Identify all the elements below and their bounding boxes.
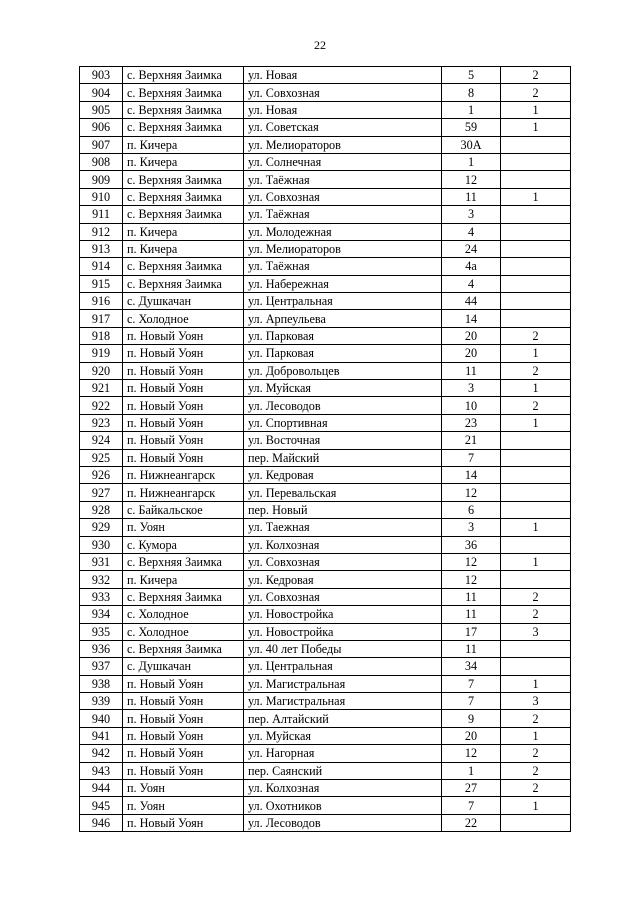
row-number: 933 — [80, 588, 123, 605]
row-number: 909 — [80, 171, 123, 188]
table-row — [80, 171, 571, 188]
street: ул. Лесоводов — [244, 397, 442, 414]
row-number: 940 — [80, 710, 123, 727]
settlement: с. Верхняя Заимка — [123, 588, 244, 605]
settlement: п. Новый Уоян — [123, 380, 244, 397]
settlement: с. Кумора — [123, 536, 244, 553]
apartment-number — [501, 814, 571, 831]
settlement: п. Новый Уоян — [123, 710, 244, 727]
apartment-number — [501, 206, 571, 223]
table-row — [80, 310, 571, 327]
settlement: п. Новый Уоян — [123, 449, 244, 466]
house-number: 12 — [442, 553, 501, 570]
street: ул. Солнечная — [244, 153, 442, 170]
house-number: 11 — [442, 362, 501, 379]
apartment-number: 2 — [501, 780, 571, 797]
settlement: п. Кичера — [123, 136, 244, 153]
apartment-number — [501, 171, 571, 188]
settlement: п. Новый Уоян — [123, 327, 244, 344]
house-number: 5 — [442, 67, 501, 84]
settlement: п. Уоян — [123, 519, 244, 536]
apartment-number: 1 — [501, 727, 571, 744]
row-number: 929 — [80, 519, 123, 536]
apartment-number: 1 — [501, 380, 571, 397]
street: ул. Муйская — [244, 380, 442, 397]
street: ул. Парковая — [244, 345, 442, 362]
table-row — [80, 206, 571, 223]
street: пер. Саянский — [244, 762, 442, 779]
settlement: п. Новый Уоян — [123, 345, 244, 362]
street: ул. Совхозная — [244, 84, 442, 101]
table-row — [80, 606, 571, 623]
settlement: с. Верхняя Заимка — [123, 640, 244, 657]
settlement: п. Новый Уоян — [123, 414, 244, 431]
apartment-number — [501, 293, 571, 310]
row-number: 932 — [80, 571, 123, 588]
street: ул. Спортивная — [244, 414, 442, 431]
address-table — [79, 66, 571, 832]
house-number: 23 — [442, 414, 501, 431]
settlement: с. Верхняя Заимка — [123, 119, 244, 136]
settlement: п. Кичера — [123, 223, 244, 240]
settlement: с. Верхняя Заимка — [123, 84, 244, 101]
settlement: п. Новый Уоян — [123, 727, 244, 744]
apartment-number: 1 — [501, 797, 571, 814]
house-number: 1 — [442, 762, 501, 779]
street: ул. Лесоводов — [244, 814, 442, 831]
table-row — [80, 501, 571, 518]
apartment-number — [501, 658, 571, 675]
apartment-number — [501, 240, 571, 257]
page-number: 22 — [314, 38, 326, 52]
street: пер. Майский — [244, 449, 442, 466]
house-number: 20 — [442, 727, 501, 744]
apartment-number: 2 — [501, 67, 571, 84]
house-number: 12 — [442, 171, 501, 188]
row-number: 923 — [80, 414, 123, 431]
apartment-number: 2 — [501, 362, 571, 379]
street: ул. Новая — [244, 67, 442, 84]
street: ул. Новостройка — [244, 623, 442, 640]
row-number: 919 — [80, 345, 123, 362]
street: ул. Охотников — [244, 797, 442, 814]
apartment-number — [501, 484, 571, 501]
settlement: с. Холодное — [123, 606, 244, 623]
table-row — [80, 762, 571, 779]
house-number: 24 — [442, 240, 501, 257]
settlement: п. Нижнеангарск — [123, 466, 244, 483]
row-number: 921 — [80, 380, 123, 397]
street: ул. Кедровая — [244, 466, 442, 483]
table-row — [80, 153, 571, 170]
house-number: 12 — [442, 571, 501, 588]
apartment-number — [501, 223, 571, 240]
house-number: 10 — [442, 397, 501, 414]
table-row — [80, 710, 571, 727]
house-number: 12 — [442, 484, 501, 501]
apartment-number: 1 — [501, 345, 571, 362]
row-number: 935 — [80, 623, 123, 640]
street: ул. 40 лет Победы — [244, 640, 442, 657]
apartment-number: 2 — [501, 745, 571, 762]
street: ул. Новостройка — [244, 606, 442, 623]
row-number: 904 — [80, 84, 123, 101]
table-row — [80, 397, 571, 414]
row-number: 915 — [80, 275, 123, 292]
row-number: 943 — [80, 762, 123, 779]
row-number: 913 — [80, 240, 123, 257]
street: ул. Таежная — [244, 519, 442, 536]
table-row — [80, 623, 571, 640]
row-number: 942 — [80, 745, 123, 762]
row-number: 924 — [80, 432, 123, 449]
settlement: с. Верхняя Заимка — [123, 553, 244, 570]
street: ул. Арпеульева — [244, 310, 442, 327]
row-number: 936 — [80, 640, 123, 657]
row-number: 926 — [80, 466, 123, 483]
house-number: 21 — [442, 432, 501, 449]
row-number: 917 — [80, 310, 123, 327]
settlement: п. Новый Уоян — [123, 397, 244, 414]
apartment-number — [501, 310, 571, 327]
house-number: 34 — [442, 658, 501, 675]
street: ул. Восточная — [244, 432, 442, 449]
house-number: 7 — [442, 449, 501, 466]
settlement: п. Новый Уоян — [123, 814, 244, 831]
street: ул. Муйская — [244, 727, 442, 744]
house-number: 12 — [442, 745, 501, 762]
row-number: 931 — [80, 553, 123, 570]
apartment-number: 1 — [501, 553, 571, 570]
table-row — [80, 519, 571, 536]
table-row — [80, 136, 571, 153]
table-row — [80, 449, 571, 466]
street: ул. Мелиораторов — [244, 136, 442, 153]
table-row — [80, 571, 571, 588]
row-number: 903 — [80, 67, 123, 84]
table-row — [80, 797, 571, 814]
apartment-number: 2 — [501, 710, 571, 727]
house-number: 4 — [442, 223, 501, 240]
apartment-number: 1 — [501, 119, 571, 136]
house-number: 8 — [442, 84, 501, 101]
table-row — [80, 536, 571, 553]
row-number: 930 — [80, 536, 123, 553]
row-number: 906 — [80, 119, 123, 136]
apartment-number — [501, 449, 571, 466]
street: ул. Молодежная — [244, 223, 442, 240]
house-number: 22 — [442, 814, 501, 831]
table-row — [80, 293, 571, 310]
table-row — [80, 188, 571, 205]
house-number: 44 — [442, 293, 501, 310]
house-number: 30А — [442, 136, 501, 153]
apartment-number: 1 — [501, 519, 571, 536]
apartment-number: 2 — [501, 397, 571, 414]
table-row — [80, 275, 571, 292]
row-number: 938 — [80, 675, 123, 692]
settlement: п. Новый Уоян — [123, 762, 244, 779]
row-number: 911 — [80, 206, 123, 223]
table-row — [80, 240, 571, 257]
house-number: 11 — [442, 188, 501, 205]
house-number: 7 — [442, 675, 501, 692]
table-row — [80, 745, 571, 762]
street: пер. Новый — [244, 501, 442, 518]
apartment-number: 1 — [501, 188, 571, 205]
house-number: 6 — [442, 501, 501, 518]
row-number: 916 — [80, 293, 123, 310]
house-number: 3 — [442, 519, 501, 536]
apartment-number: 2 — [501, 84, 571, 101]
street: ул. Центральная — [244, 658, 442, 675]
house-number: 36 — [442, 536, 501, 553]
street: пер. Алтайский — [244, 710, 442, 727]
apartment-number — [501, 136, 571, 153]
house-number: 20 — [442, 345, 501, 362]
row-number: 908 — [80, 153, 123, 170]
apartment-number — [501, 432, 571, 449]
settlement: п. Нижнеангарск — [123, 484, 244, 501]
street: ул. Колхозная — [244, 536, 442, 553]
street: ул. Центральная — [244, 293, 442, 310]
apartment-number — [501, 501, 571, 518]
settlement: п. Новый Уоян — [123, 675, 244, 692]
street: ул. Добровольцев — [244, 362, 442, 379]
row-number: 914 — [80, 258, 123, 275]
street: ул. Перевальская — [244, 484, 442, 501]
apartment-number — [501, 640, 571, 657]
settlement: с. Верхняя Заимка — [123, 67, 244, 84]
street: ул. Таёжная — [244, 258, 442, 275]
street: ул. Таёжная — [244, 171, 442, 188]
house-number: 11 — [442, 606, 501, 623]
table-row — [80, 223, 571, 240]
row-number: 905 — [80, 101, 123, 118]
house-number: 7 — [442, 797, 501, 814]
house-number: 59 — [442, 119, 501, 136]
house-number: 14 — [442, 466, 501, 483]
street: ул. Набережная — [244, 275, 442, 292]
settlement: с. Верхняя Заимка — [123, 101, 244, 118]
street: ул. Совхозная — [244, 588, 442, 605]
row-number: 934 — [80, 606, 123, 623]
apartment-number: 1 — [501, 675, 571, 692]
row-number: 912 — [80, 223, 123, 240]
settlement: с. Душкачан — [123, 658, 244, 675]
settlement: с. Верхняя Заимка — [123, 258, 244, 275]
settlement: п. Кичера — [123, 153, 244, 170]
house-number: 3 — [442, 206, 501, 223]
apartment-number: 3 — [501, 693, 571, 710]
table-row — [80, 432, 571, 449]
settlement: п. Кичера — [123, 571, 244, 588]
row-number: 946 — [80, 814, 123, 831]
street: ул. Магистральная — [244, 693, 442, 710]
settlement: с. Верхняя Заимка — [123, 206, 244, 223]
table-row — [80, 362, 571, 379]
settlement: п. Новый Уоян — [123, 432, 244, 449]
settlement: с. Душкачан — [123, 293, 244, 310]
row-number: 922 — [80, 397, 123, 414]
settlement: п. Новый Уоян — [123, 362, 244, 379]
settlement: п. Уоян — [123, 797, 244, 814]
table-row — [80, 693, 571, 710]
table-row — [80, 727, 571, 744]
table-row — [80, 780, 571, 797]
apartment-number — [501, 466, 571, 483]
house-number: 27 — [442, 780, 501, 797]
apartment-number — [501, 153, 571, 170]
table-row — [80, 258, 571, 275]
house-number: 11 — [442, 588, 501, 605]
table-row — [80, 484, 571, 501]
house-number: 17 — [442, 623, 501, 640]
apartment-number: 2 — [501, 606, 571, 623]
street: ул. Магистральная — [244, 675, 442, 692]
settlement: с. Холодное — [123, 310, 244, 327]
table-row — [80, 119, 571, 136]
settlement: п. Новый Уоян — [123, 693, 244, 710]
table-row — [80, 414, 571, 431]
table-row — [80, 345, 571, 362]
apartment-number: 2 — [501, 588, 571, 605]
apartment-number — [501, 275, 571, 292]
row-number: 944 — [80, 780, 123, 797]
table-row — [80, 84, 571, 101]
apartment-number: 3 — [501, 623, 571, 640]
settlement: с. Байкальское — [123, 501, 244, 518]
street: ул. Парковая — [244, 327, 442, 344]
house-number: 9 — [442, 710, 501, 727]
street: ул. Советская — [244, 119, 442, 136]
house-number: 1 — [442, 101, 501, 118]
settlement: п. Кичера — [123, 240, 244, 257]
table-row — [80, 588, 571, 605]
table-row — [80, 553, 571, 570]
table-row — [80, 640, 571, 657]
settlement: с. Верхняя Заимка — [123, 171, 244, 188]
address-table-body — [80, 67, 571, 832]
table-row — [80, 101, 571, 118]
apartment-number — [501, 258, 571, 275]
table-row — [80, 67, 571, 84]
settlement: с. Холодное — [123, 623, 244, 640]
street: ул. Совхозная — [244, 553, 442, 570]
apartment-number — [501, 571, 571, 588]
house-number: 11 — [442, 640, 501, 657]
row-number: 910 — [80, 188, 123, 205]
row-number: 907 — [80, 136, 123, 153]
table-row — [80, 380, 571, 397]
table-row — [80, 658, 571, 675]
row-number: 937 — [80, 658, 123, 675]
house-number: 4 — [442, 275, 501, 292]
row-number: 918 — [80, 327, 123, 344]
row-number: 941 — [80, 727, 123, 744]
apartment-number: 1 — [501, 414, 571, 431]
row-number: 939 — [80, 693, 123, 710]
row-number: 928 — [80, 501, 123, 518]
house-number: 3 — [442, 380, 501, 397]
house-number: 7 — [442, 693, 501, 710]
settlement: п. Уоян — [123, 780, 244, 797]
street: ул. Таёжная — [244, 206, 442, 223]
house-number: 14 — [442, 310, 501, 327]
street: ул. Совхозная — [244, 188, 442, 205]
table-row — [80, 327, 571, 344]
row-number: 925 — [80, 449, 123, 466]
apartment-number: 1 — [501, 101, 571, 118]
settlement: п. Новый Уоян — [123, 745, 244, 762]
settlement: с. Верхняя Заимка — [123, 275, 244, 292]
row-number: 927 — [80, 484, 123, 501]
house-number: 20 — [442, 327, 501, 344]
row-number: 920 — [80, 362, 123, 379]
street: ул. Мелиораторов — [244, 240, 442, 257]
table-row — [80, 675, 571, 692]
apartment-number — [501, 536, 571, 553]
street: ул. Новая — [244, 101, 442, 118]
settlement: с. Верхняя Заимка — [123, 188, 244, 205]
street: ул. Колхозная — [244, 780, 442, 797]
street: ул. Нагорная — [244, 745, 442, 762]
street: ул. Кедровая — [244, 571, 442, 588]
apartment-number: 2 — [501, 327, 571, 344]
row-number: 945 — [80, 797, 123, 814]
house-number: 4а — [442, 258, 501, 275]
house-number: 1 — [442, 153, 501, 170]
apartment-number: 2 — [501, 762, 571, 779]
table-row — [80, 466, 571, 483]
table-row — [80, 814, 571, 831]
